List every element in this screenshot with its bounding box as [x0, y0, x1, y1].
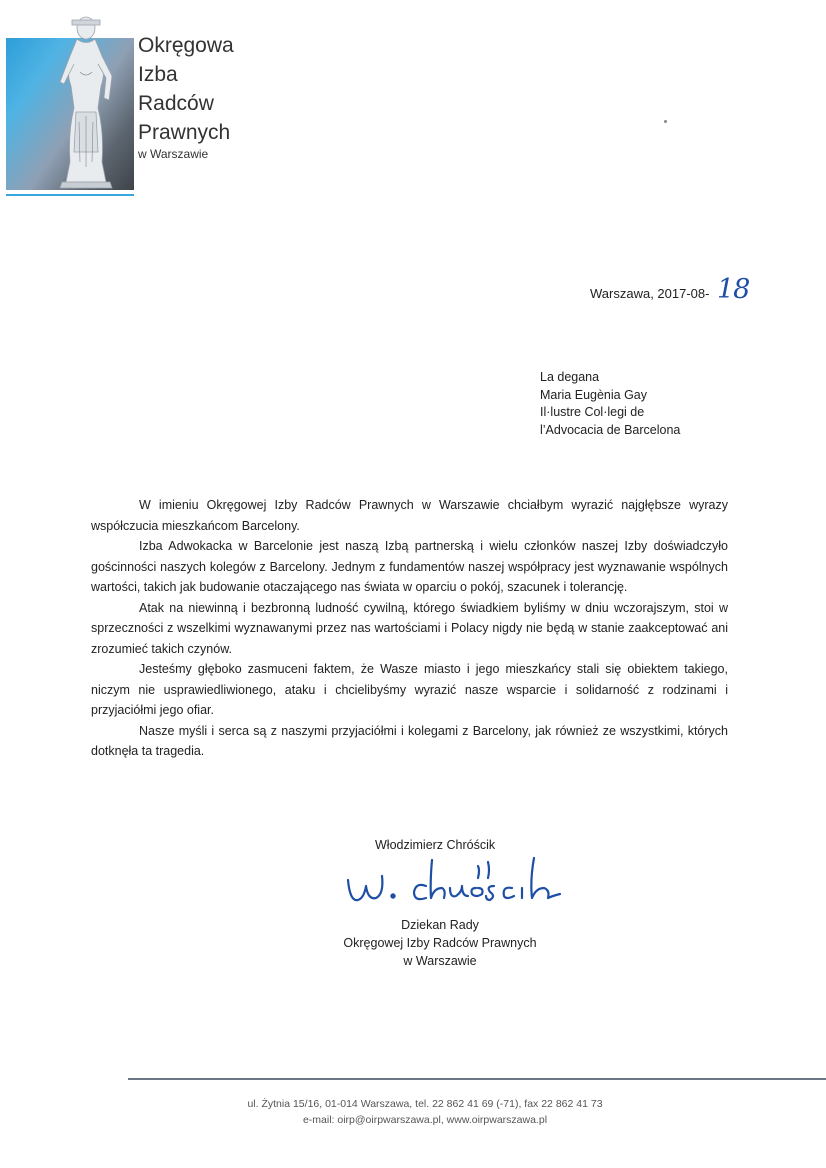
date-printed: Warszawa, 2017-08-	[590, 286, 710, 301]
footer-divider	[128, 1078, 826, 1080]
signer-title	[300, 916, 580, 970]
body-paragraph: Izba Adwokacka w Barcelonie jest naszą Izbą partnerską i wielu członków naszej Izby doświadczyło gościnności naszych kolegów z Barcelony. Jednym z fundamentów naszej współpracy jest wyznawanie wspólnych wartości, takich jak budowanie otaczającego nas świata w oparciu o pokój, szacunek i tolerancję.	[91, 539, 728, 594]
body-paragraph: W imieniu Okręgowej Izby Radców Prawnych w Warszawie chciałbym wyrazić najgłębsze wyrazy współczucia mieszkańcom Barcelony.	[91, 498, 728, 533]
org-city: w Warszawie	[138, 147, 209, 161]
body-paragraph: Atak na niewinną i bezbronną ludność cywilną, którego świadkiem byliśmy w dniu wczorajszym, stoi w sprzeczności z wszelkimi wyznawanymi przez nas wartościami i Polacy nigdy nie będą w stanie zaakceptować ani zrozumieć takich czynów.	[91, 600, 728, 656]
recipient-line: La degana	[540, 370, 600, 384]
org-name-line: Radców	[138, 92, 214, 115]
recipient-line: Maria Eugènia Gay	[540, 387, 648, 402]
body-paragraph: Nasze myśli i serca są z naszymi przyjaciółmi i kolegami z Barcelony, jak również ze wszystkimi, których dotknęła ta tragedia.	[91, 723, 728, 758]
body-paragraph: Jesteśmy głęboko zasmuceni faktem, że Wasze miasto i jego mieszkańcy stali się obiektem takiego, niczym nie usprawiedliwionego, ataku i chcielibyśmy wyrazić nasze wsparcie i solidarność z rodzinami i przyjaciółmi jego ofiar.	[91, 662, 728, 717]
recipient-line: Il·lustre Col·legi de	[540, 405, 645, 419]
justice-statue-icon	[46, 12, 126, 190]
signer-title-line: w Warszawie	[403, 954, 477, 968]
footer-address: ul. Żytnia 15/16, 01-014 Warszawa, tel. 22 862 41 69 (-71), fax 22 862 41 73	[247, 1098, 603, 1110]
org-name-line: Prawnych	[138, 121, 231, 144]
org-name-line: Izba	[138, 63, 178, 86]
recipient-address	[540, 369, 680, 439]
date-handwritten-day: 18	[717, 274, 750, 305]
signer-title-line: Dziekan Rady	[401, 918, 479, 932]
footer-contact: e-mail: oirp@oirpwarszawa.pl, www.oirpwarszawa.pl	[302, 1114, 548, 1126]
recipient-line: l’Advocacia de Barcelona	[540, 422, 681, 437]
letter-body	[91, 495, 728, 762]
org-name	[138, 31, 234, 147]
handwritten-signature	[338, 852, 578, 912]
letterhead-logo	[6, 12, 136, 188]
signer-name: Włodzimierz Chróścik	[375, 838, 496, 852]
org-name-line: Okręgowa	[138, 34, 234, 57]
footer	[160, 1096, 690, 1128]
scan-speck	[664, 120, 667, 123]
signer-title-line: Okręgowej Izby Radców Prawnych	[343, 936, 537, 950]
